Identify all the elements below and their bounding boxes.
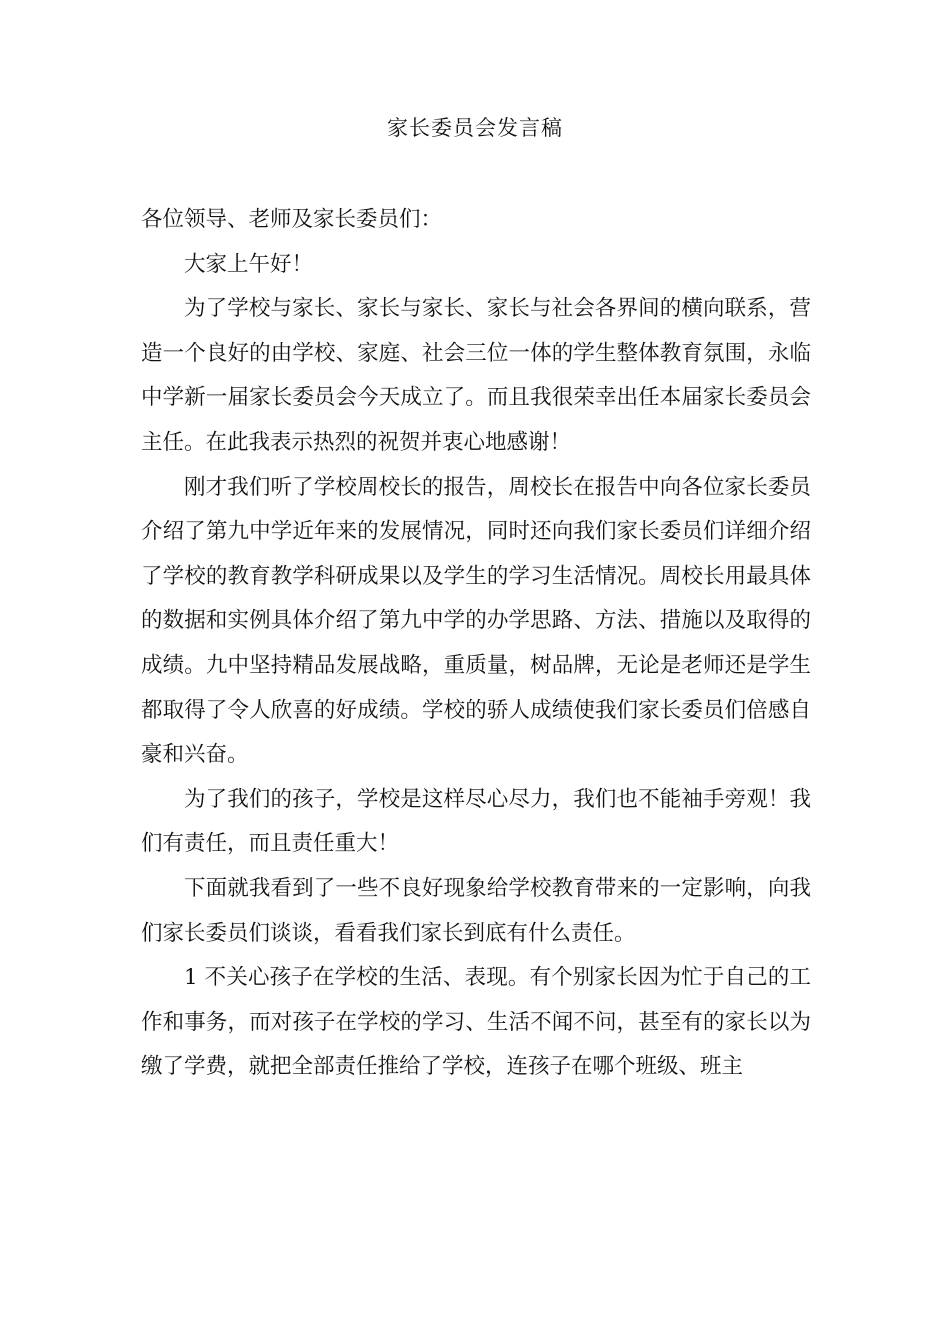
paragraph-1: 为了学校与家长、家长与家长、家长与社会各界间的横向联系，营造一个良好的由学校、家庭、社会三位一体的学生整体教育氛围，永临中学新一届家长委员会今天成立了。而且我很荣幸出任本届家长委员会主任。在此我表示热烈的祝贺并衷心地感谢！: [141, 296, 811, 455]
document-body: [141, 198, 811, 1090]
greeting: 大家上午好！: [184, 251, 314, 277]
paragraph-5: 1 不关心孩子在学校的生活、表现。有个别家长因为忙于自己的工作和事务，而对孩子在学校的学习、生活不闻不问，甚至有的家长以为缴了学费，就把全部责任推给了学校，连孩子在哪个班级、班主: [141, 965, 811, 1080]
paragraph-4: 下面就我看到了一些不良好现象给学校教育带来的一定影响，向我们家长委员们谈谈，看看我们家长到底有什么责任。: [141, 875, 811, 946]
document-title: 家长委员会发言稿: [387, 116, 563, 140]
paragraph-3: 为了我们的孩子，学校是这样尽心尽力，我们也不能袖手旁观！我们有责任，而且责任重大！: [141, 786, 811, 857]
paragraph-2: 刚才我们听了学校周校长的报告，周校长在报告中向各位家长委员介绍了第九中学近年来的发展情况，同时还向我们家长委员们详细介绍了学校的教育教学科研成果以及学生的学习生活情况。周校长用最具体的数据和实例具体介绍了第九中学的办学思路、方法、措施以及取得的成绩。九中坚持精品发展战略，重质量，树品牌，无论是老师还是学生都取得了令人欣喜的好成绩。学校的骄人成绩使我们家长委员们倍感自豪和兴奋。: [141, 474, 811, 768]
salutation: 各位领导、老师及家长委员们：: [141, 207, 443, 232]
